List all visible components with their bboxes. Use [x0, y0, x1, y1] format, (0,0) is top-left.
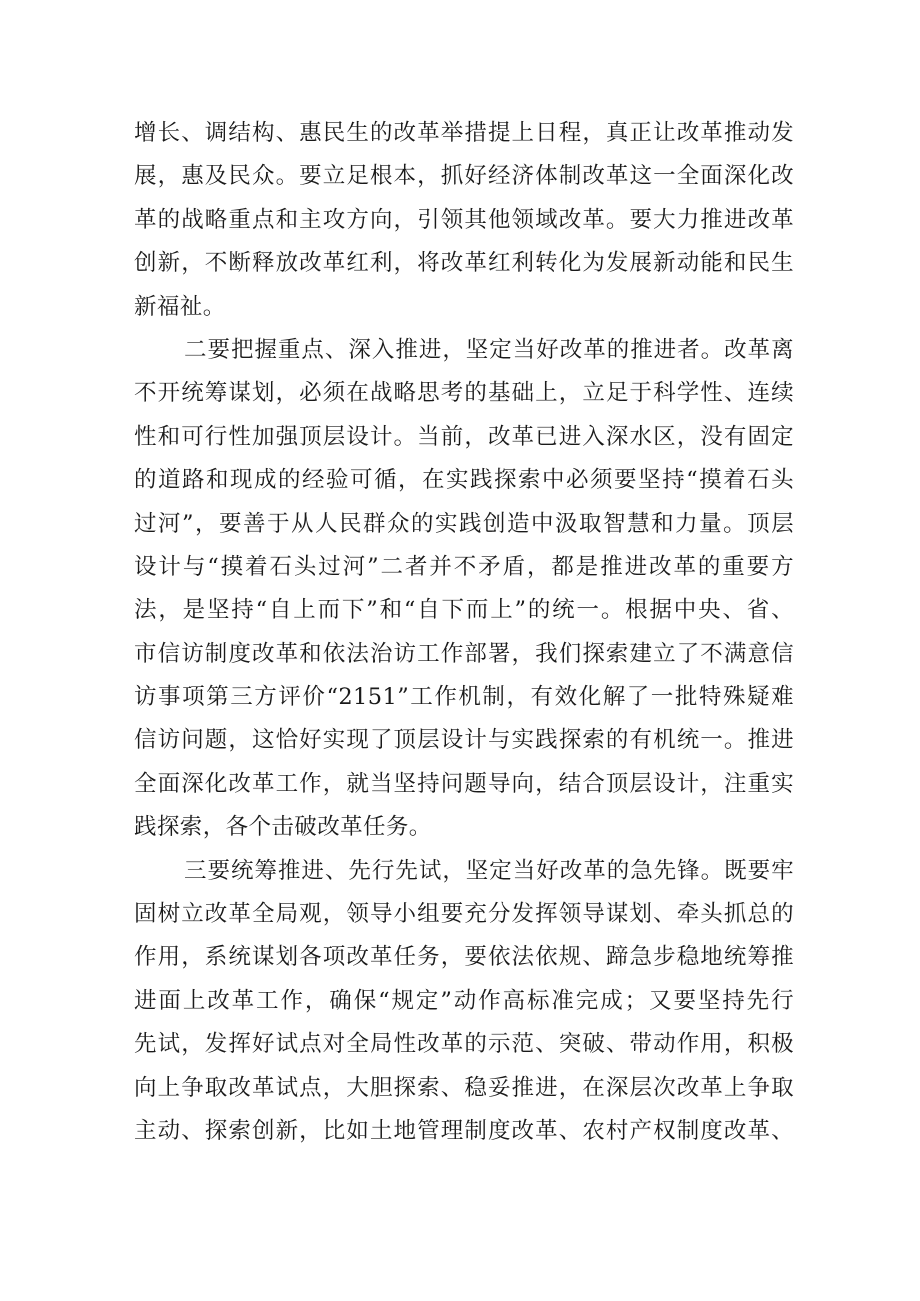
text-line: 的道路和现成的经验可循，在实践探索中必须要坚持“摸着石头 [134, 467, 794, 494]
text-line: 固树立改革全局观，领导小组要充分发挥领导谋划、牵头抓总的 [134, 901, 794, 928]
text-line: 作用，系统谋划各项改革任务，要依法依规、蹄急步稳地统筹推 [134, 944, 794, 971]
text-line: 进面上改革工作，确保“规定”动作高标准完成；又要坚持先行 [134, 987, 794, 1014]
text-line: 革的战略重点和主攻方向，引领其他领域改革。要大力推进改革 [134, 206, 794, 233]
text-line: 增长、调结构、惠民生的改革举措提上日程，真正让改革推动发 [134, 120, 794, 146]
text-line: 过河”，要善于从人民群众的实践创造中汲取智慧和力量。顶层 [134, 510, 794, 537]
text-line: 先试，发挥好试点对全局性改革的示范、突破、带动作用，积极 [134, 1031, 794, 1058]
text-line: 二要把握重点、深入推进，坚定当好改革的推进者。改革离 [184, 336, 794, 363]
text-line: 三要统筹推进、先行先试，坚定当好改革的急先锋。既要牢 [184, 857, 794, 884]
text-line: 全面深化改革工作，就当坚持问题导向，结合顶层设计，注重实 [134, 770, 794, 797]
text-line: 创新，不断释放改革红利，将改革红利转化为发展新动能和民生 [134, 250, 794, 277]
text-line: 设计与“摸着石头过河”二者并不矛盾，都是推进改革的重要方 [134, 553, 794, 580]
document-body [134, 112, 794, 1153]
text-line: 法，是坚持“自上而下”和“自下而上”的统一。根据中央、省、 [134, 597, 794, 624]
text-line: 践探索，各个击破改革任务。 [134, 814, 432, 841]
text-line: 主动、探索创新，比如土地管理制度改革、农村产权制度改革、 [134, 1117, 794, 1144]
text-line: 市信访制度改革和依法治访工作部署，我们探索建立了不满意信 [134, 640, 794, 667]
text-line: 不开统筹谋划，必须在战略思考的基础上，立足于科学性、连续 [134, 380, 794, 407]
text-line: 信访问题，这恰好实现了顶层设计与实践探索的有机统一。推进 [134, 727, 794, 754]
text-line: 性和可行性加强顶层设计。当前，改革已进入深水区，没有固定 [134, 423, 794, 450]
text-line: 向上争取改革试点，大胆探索、稳妥推进，在深层次改革上争取 [134, 1074, 794, 1101]
text-line: 展，惠及民众。要立足根本，抓好经济体制改革这一全面深化改 [134, 163, 794, 190]
text-line: 新福祉。 [134, 293, 226, 320]
text-line: 访事项第三方评价“2151”工作机制，有效化解了一批特殊疑难 [134, 684, 794, 711]
